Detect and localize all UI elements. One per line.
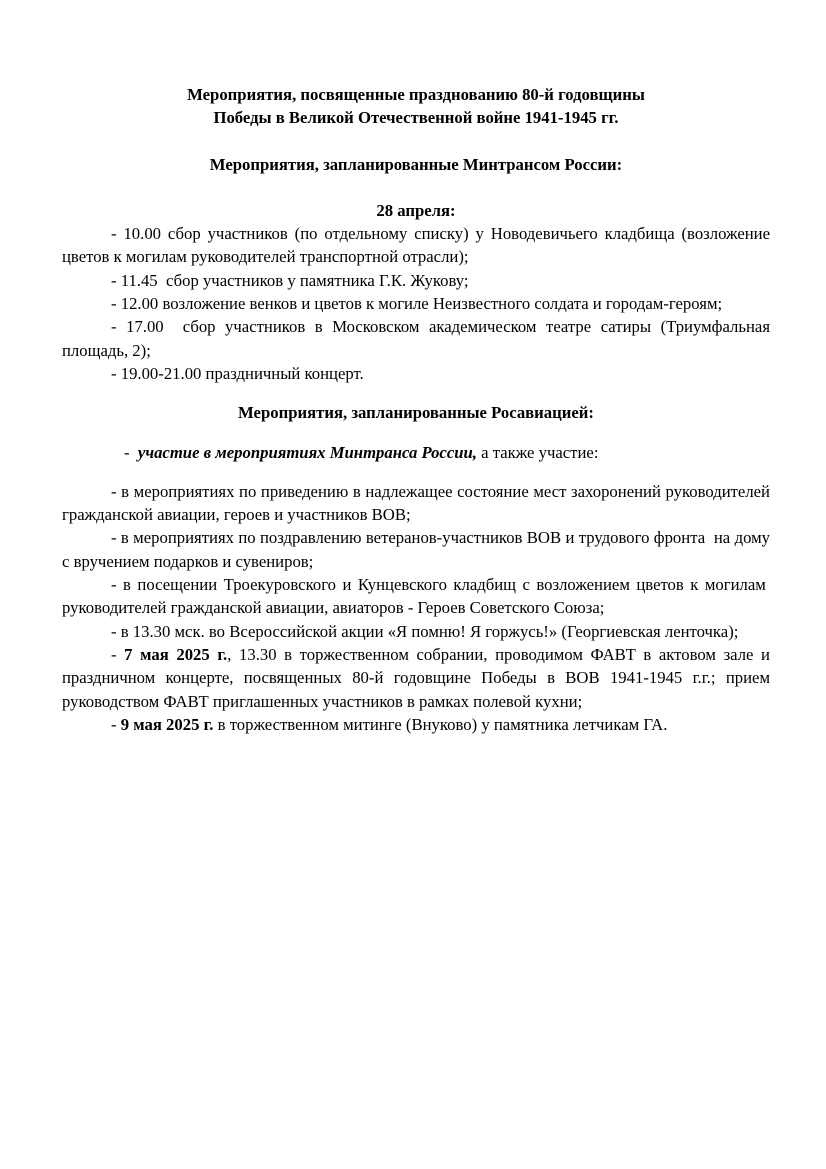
item-19-00 [62, 362, 770, 385]
item-7-may-2025-run-1: - [111, 644, 125, 664]
item-7-may-2025-run-2: 7 мая 2025 г. [124, 644, 228, 664]
item-10-00-run-1: - 10.00 сбор участников (по отдельному списку) у Новодевичьего кладбища (возложение цветов к могилам руководителей транспортной отрасли); [62, 224, 770, 267]
item-7-may-2025 [62, 643, 770, 713]
document-body [62, 83, 770, 736]
item-9-may-2025-run-1: - [111, 714, 121, 734]
item-12-00 [62, 292, 770, 315]
item-11-45 [62, 269, 770, 292]
item-uchastie-mintrans-run-1: - [124, 442, 138, 462]
spacer-after-rosaviatsia-heading [62, 425, 770, 441]
item-aktsiya-ya-pomnyu-run-1: - в 13.30 мск. во Всероссийской акции «Я помню! Я горжусь!» (Георгиевская ленточка); [111, 621, 739, 641]
item-pozdravlenie-veteranov-run-1: - в мероприятиях по поздравлению ветеранов-участников ВОВ и трудового фронта на дому с вручением подарков и сувениров; [62, 528, 770, 571]
item-7-may-2025-run-3: , 13.30 в торжественном собрании, проводимом ФАВТ в актовом зале и праздничном концерте, посвященных 80-й годовщине Победы в ВОВ 1941-1945 г.г.; прием руководством ФАВТ приглашенных участников в рамках полевой кухни; [62, 644, 770, 711]
item-9-may-2025 [62, 713, 770, 736]
doc-title-line-2: Победы в Великой Отечественной войне 1941-1945 гг. [213, 108, 619, 128]
item-pozdravlenie-veteranov [62, 526, 770, 573]
item-uchastie-mintrans [62, 441, 770, 464]
section-mintrans-heading [62, 153, 770, 176]
section-rosaviatsia-heading-line-1: Мероприятия, запланированные Росавиацией: [238, 403, 594, 423]
spacer-after-title [62, 130, 770, 153]
doc-title-line-1: Мероприятия, посвященные празднованию 80-й годовщины [187, 85, 645, 104]
item-17-00 [62, 315, 770, 362]
spacer-after-uchastie [62, 464, 770, 480]
date-heading-28-april [62, 199, 770, 222]
item-19-00-run-1: - 19.00-21.00 праздничный концерт. [111, 363, 364, 383]
spacer-after-mintrans-heading [62, 176, 770, 199]
section-mintrans-heading-line-1: Мероприятия, запланированные Минтрансом России: [209, 154, 623, 174]
spacer-before-rosaviatsia [62, 385, 770, 401]
item-zakhoroneniya-run-1: - в мероприятиях по приведению в надлежащее состояние мест захоронений руководителей гражданской авиации, героев и участников ВОВ; [62, 481, 770, 525]
item-uchastie-mintrans-run-2: участие в мероприятиях Минтранса России, [137, 442, 477, 462]
item-uchastie-mintrans-run-3: а также участие: [476, 442, 599, 462]
item-17-00-run-1: - 17.00 сбор участников в Московском академическом театре сатиры (Триумфальная площадь, 2); [62, 317, 770, 360]
item-poseshchenie-kladbishch [62, 573, 770, 620]
item-10-00 [62, 222, 770, 269]
section-rosaviatsia-heading [62, 401, 770, 424]
item-9-may-2025-run-2: 9 мая 2025 г. [120, 714, 214, 734]
item-zakhoroneniya [62, 480, 770, 527]
doc-title [62, 83, 770, 130]
item-aktsiya-ya-pomnyu [62, 620, 770, 643]
date-heading-28-april-line-1: 28 апреля: [376, 200, 456, 220]
item-12-00-run-1: - 12.00 возложение венков и цветов к могиле Неизвестного солдата и городам-героям; [111, 294, 723, 314]
item-poseshchenie-kladbishch-run-1: - в посещении Троекуровского и Кунцевского кладбищ с возложением цветов к могилам руководителей гражданской авиации, авиаторов - Героев Советского Союза; [62, 575, 770, 618]
item-9-may-2025-run-3: в торжественном митинге (Внуково) у памятника летчикам ГА. [213, 714, 668, 734]
item-11-45-run-1: - 11.45 сбор участников у памятника Г.К. Жукову; [111, 270, 469, 290]
